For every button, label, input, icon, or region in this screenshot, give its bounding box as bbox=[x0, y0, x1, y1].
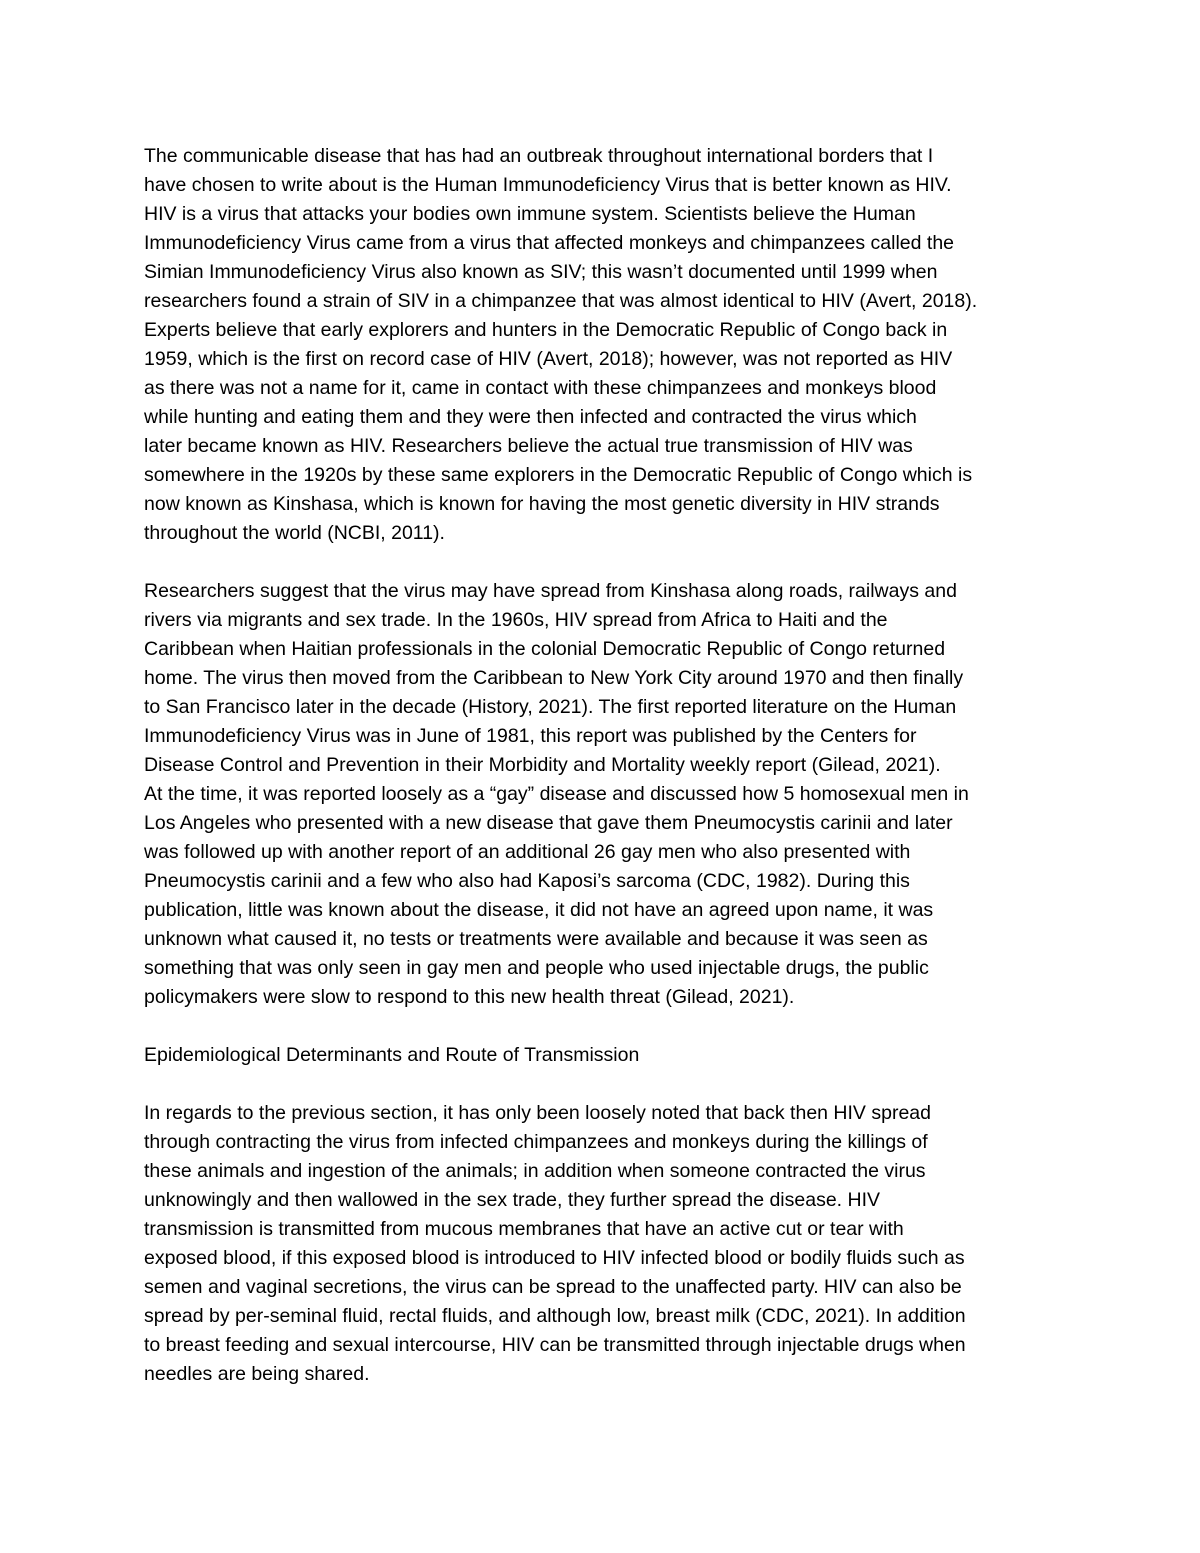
paragraph-hiv-origins: The communicable disease that has had an outbreak throughout international borders that I have chosen to write about is the Human Immunodeficiency Virus that is better known as HIV. HIV is a virus that attacks your bodies own immune system. Scientists believe the Human Immunodeficiency Virus came from a virus that affected monkeys and chimpanzees called the Simian Immunodeficiency Virus also known as SIV; this wasn’t documented until 1999 when researchers found a strain of SIV in a chimpanzee that was almost identical to HIV (Avert, 2018). Experts believe that early explorers and hunters in the Democratic Republic of Congo back in 1959, which is the first on record case of HIV (Avert, 2018); however, was not reported as HIV as there was not a name for it, came in contact with these chimpanzees and monkeys blood while hunting and eating them and they were then infected and contracted the virus which later became known as HIV. Researchers believe the actual true transmission of HIV was somewhere in the 1920s by these same explorers in the Democratic Republic of Congo which is now known as Kinshasa, which is known for having the most genetic diversity in HIV strands throughout the world (NCBI, 2011). bbox=[144, 145, 978, 544]
section-heading: Epidemiological Determinants and Route of Transmission bbox=[144, 1044, 640, 1066]
document-body bbox=[144, 142, 1074, 1418]
paragraph-hiv-spread-history: Researchers suggest that the virus may have spread from Kinshasa along roads, railways and rivers via migrants and sex trade. In the 1960s, HIV spread from Africa to Haiti and the Caribbean when Haitian professionals in the colonial Democratic Republic of Congo returned home. The virus then moved from the Caribbean to New York City around 1970 and then finally to San Francisco later in the decade (History, 2021). The first reported literature on the Human Immunodeficiency Virus was in June of 1981, this report was published by the Centers for Disease Control and Prevention in their Morbidity and Mortality weekly report (Gilead, 2021). At the time, it was reported loosely as a “gay” disease and discussed how 5 homosexual men in Los Angeles who presented with a new disease that gave them Pneumocystis carinii and later was followed up with another report of an additional 26 gay men who also presented with Pneumocystis carinii and a few who also had Kaposi’s sarcoma (CDC, 1982). During this publication, little was known about the disease, it did not have an agreed upon name, it was unknown what caused it, no tests or treatments were available and because it was seen as something that was only seen in gay men and people who used injectable drugs, the public policymakers were slow to respond to this new health threat (Gilead, 2021). bbox=[144, 580, 969, 1008]
paragraph-transmission: In regards to the previous section, it has only been loosely noted that back then HIV spread through contracting the virus from infected chimpanzees and monkeys during the killings of these animals and ingestion of the animals; in addition when someone contracted the virus unknowingly and then wallowed in the sex trade, they further spread the disease. HIV transmission is transmitted from mucous membranes that have an active cut or tear with exposed blood, if this exposed blood is introduced to HIV infected blood or bodily fluids such as semen and vaginal secretions, the virus can be spread to the unaffected party. HIV can also be spread by per-seminal fluid, rectal fluids, and although low, breast milk (CDC, 2021). In addition to breast feeding and sexual intercourse, HIV can be transmitted through injectable drugs when needles are being shared. bbox=[144, 1102, 966, 1385]
